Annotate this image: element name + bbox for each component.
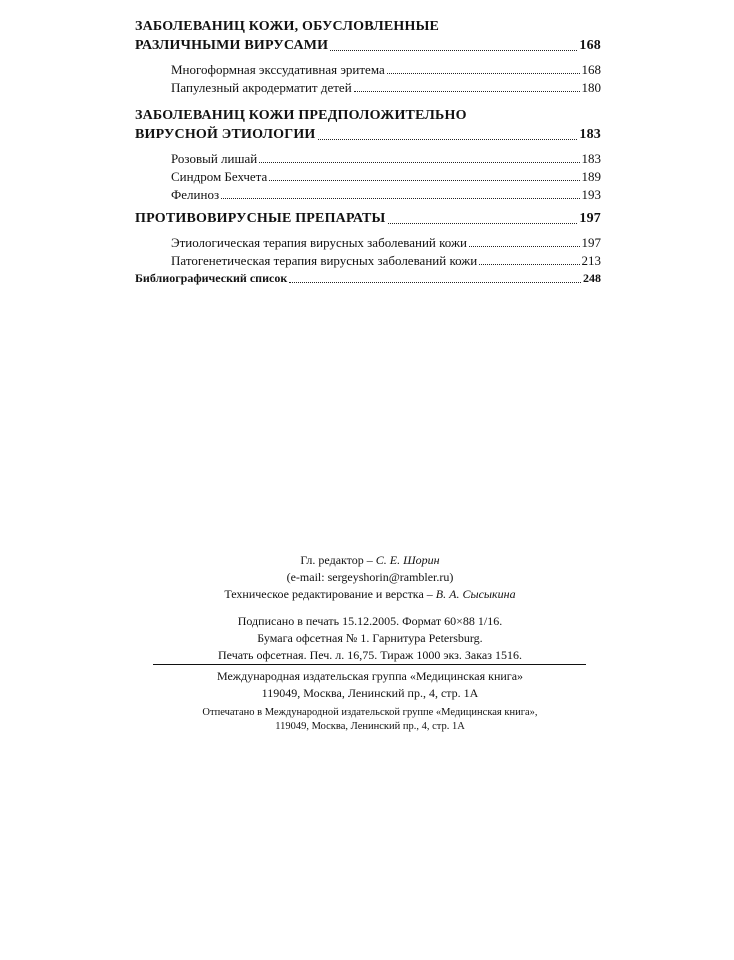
toc-entry-label: Синдром Бехчета	[171, 169, 268, 184]
toc-page-number: 168	[579, 38, 601, 53]
print-details	[150, 613, 590, 664]
toc-page-number: 213	[581, 253, 601, 268]
toc-page-number: 197	[579, 211, 601, 226]
dot-leader	[354, 91, 580, 92]
toc-section-title	[135, 209, 601, 228]
toc-entry-label: Библиографический список	[135, 271, 288, 285]
toc-section-title-line: ЗАБОЛЕВАНИЦ КОЖИ, ОБУСЛОВЛЕННЫЕ	[135, 19, 440, 34]
toc-entry	[135, 270, 601, 287]
dot-leader	[469, 246, 580, 247]
toc-page-number: 189	[581, 169, 601, 184]
toc-entry-label: Фелиноз	[171, 187, 220, 202]
editor-prefix: Гл. редактор –	[300, 553, 376, 567]
dot-leader	[318, 139, 578, 140]
toc-entry	[171, 186, 601, 203]
toc-entry-label: РАЗЛИЧНЫМИ ВИРУСАМИ	[135, 38, 329, 53]
editor-credits	[150, 552, 590, 603]
toc-entry	[171, 252, 601, 269]
print-info: Печать офсетная. Печ. л. 16,75. Тираж 1000 экз. Заказ 1516.	[218, 648, 522, 662]
toc-entry-label: Розовый лишай	[171, 151, 258, 166]
toc-page-number: 168	[581, 62, 601, 77]
toc-subsection-list	[171, 61, 601, 96]
toc-page-number: 180	[581, 80, 601, 95]
toc-page-number: 197	[581, 235, 601, 250]
dot-leader	[259, 162, 579, 163]
toc-page-number: 193	[581, 187, 601, 202]
dot-leader	[221, 198, 579, 199]
toc-entry	[171, 168, 601, 185]
toc-entry	[135, 36, 601, 55]
toc-section-title	[135, 17, 601, 55]
toc-page-number: 183	[579, 127, 601, 142]
printer-info	[150, 706, 590, 734]
publisher-name: Международная издательская группа «Медицинская книга»	[216, 669, 524, 683]
toc-entry	[171, 61, 601, 78]
editor-line	[150, 552, 590, 569]
toc-entry-label: Патогенетическая терапия вирусных заболеваний кожи	[171, 253, 478, 268]
toc-page-number: 183	[581, 151, 601, 166]
divider	[153, 664, 586, 665]
toc-subsection-list	[171, 150, 601, 203]
toc-entry	[135, 209, 601, 228]
signed-to-print: Подписано в печать 15.12.2005. Формат 60×88 1/16.	[237, 614, 503, 628]
tech-editor-prefix: Техническое редактирование и верстка –	[224, 587, 436, 601]
toc-entry-label: Этиологическая терапия вирусных заболеваний кожи	[171, 235, 467, 250]
dot-leader	[479, 264, 579, 265]
publisher-address: 119049, Москва, Ленинский пр., 4, стр. 1А	[261, 686, 479, 700]
dot-leader	[387, 73, 580, 74]
toc-entry-label: Папулезный акродерматит детей	[171, 80, 352, 95]
toc-section-title-line: ЗАБОЛЕВАНИЦ КОЖИ ПРЕДПОЛОЖИТЕЛЬНО	[135, 108, 467, 123]
printer-name: Отпечатано в Международной издательской группе «Медицинская книга»,	[202, 707, 538, 718]
dot-leader	[388, 223, 578, 224]
dot-leader	[289, 282, 581, 283]
toc-entry-label: ПРОТИВОВИРУСНЫЕ ПРЕПАРАТЫ	[135, 211, 386, 226]
dot-leader	[269, 180, 579, 181]
toc-bibliography	[135, 270, 601, 287]
table-of-contents	[135, 17, 601, 287]
toc-section-title	[135, 106, 601, 144]
dot-leader	[330, 50, 577, 51]
toc-page-number: 248	[583, 271, 601, 285]
tech-editor-name: В. А. Сысыкина	[435, 587, 516, 601]
toc-entry	[171, 234, 601, 251]
toc-entry-label: Многоформная экссудативная эритема	[171, 62, 385, 77]
toc-entry	[171, 79, 601, 96]
tech-editor-line	[150, 586, 590, 603]
toc-subsection-list	[171, 234, 601, 269]
editor-name: С. Е. Шорин	[375, 553, 440, 567]
paper-info: Бумага офсетная № 1. Гарнитура Petersburg.	[257, 631, 483, 645]
publisher-info	[150, 668, 590, 702]
toc-entry	[135, 125, 601, 144]
editor-email: (e-mail: sergeyshorin@rambler.ru)	[286, 570, 454, 584]
toc-entry	[171, 150, 601, 167]
printer-address: 119049, Москва, Ленинский пр., 4, стр. 1А	[275, 721, 465, 732]
toc-entry-label: ВИРУСНОЙ ЭТИОЛОГИИ	[135, 127, 316, 142]
